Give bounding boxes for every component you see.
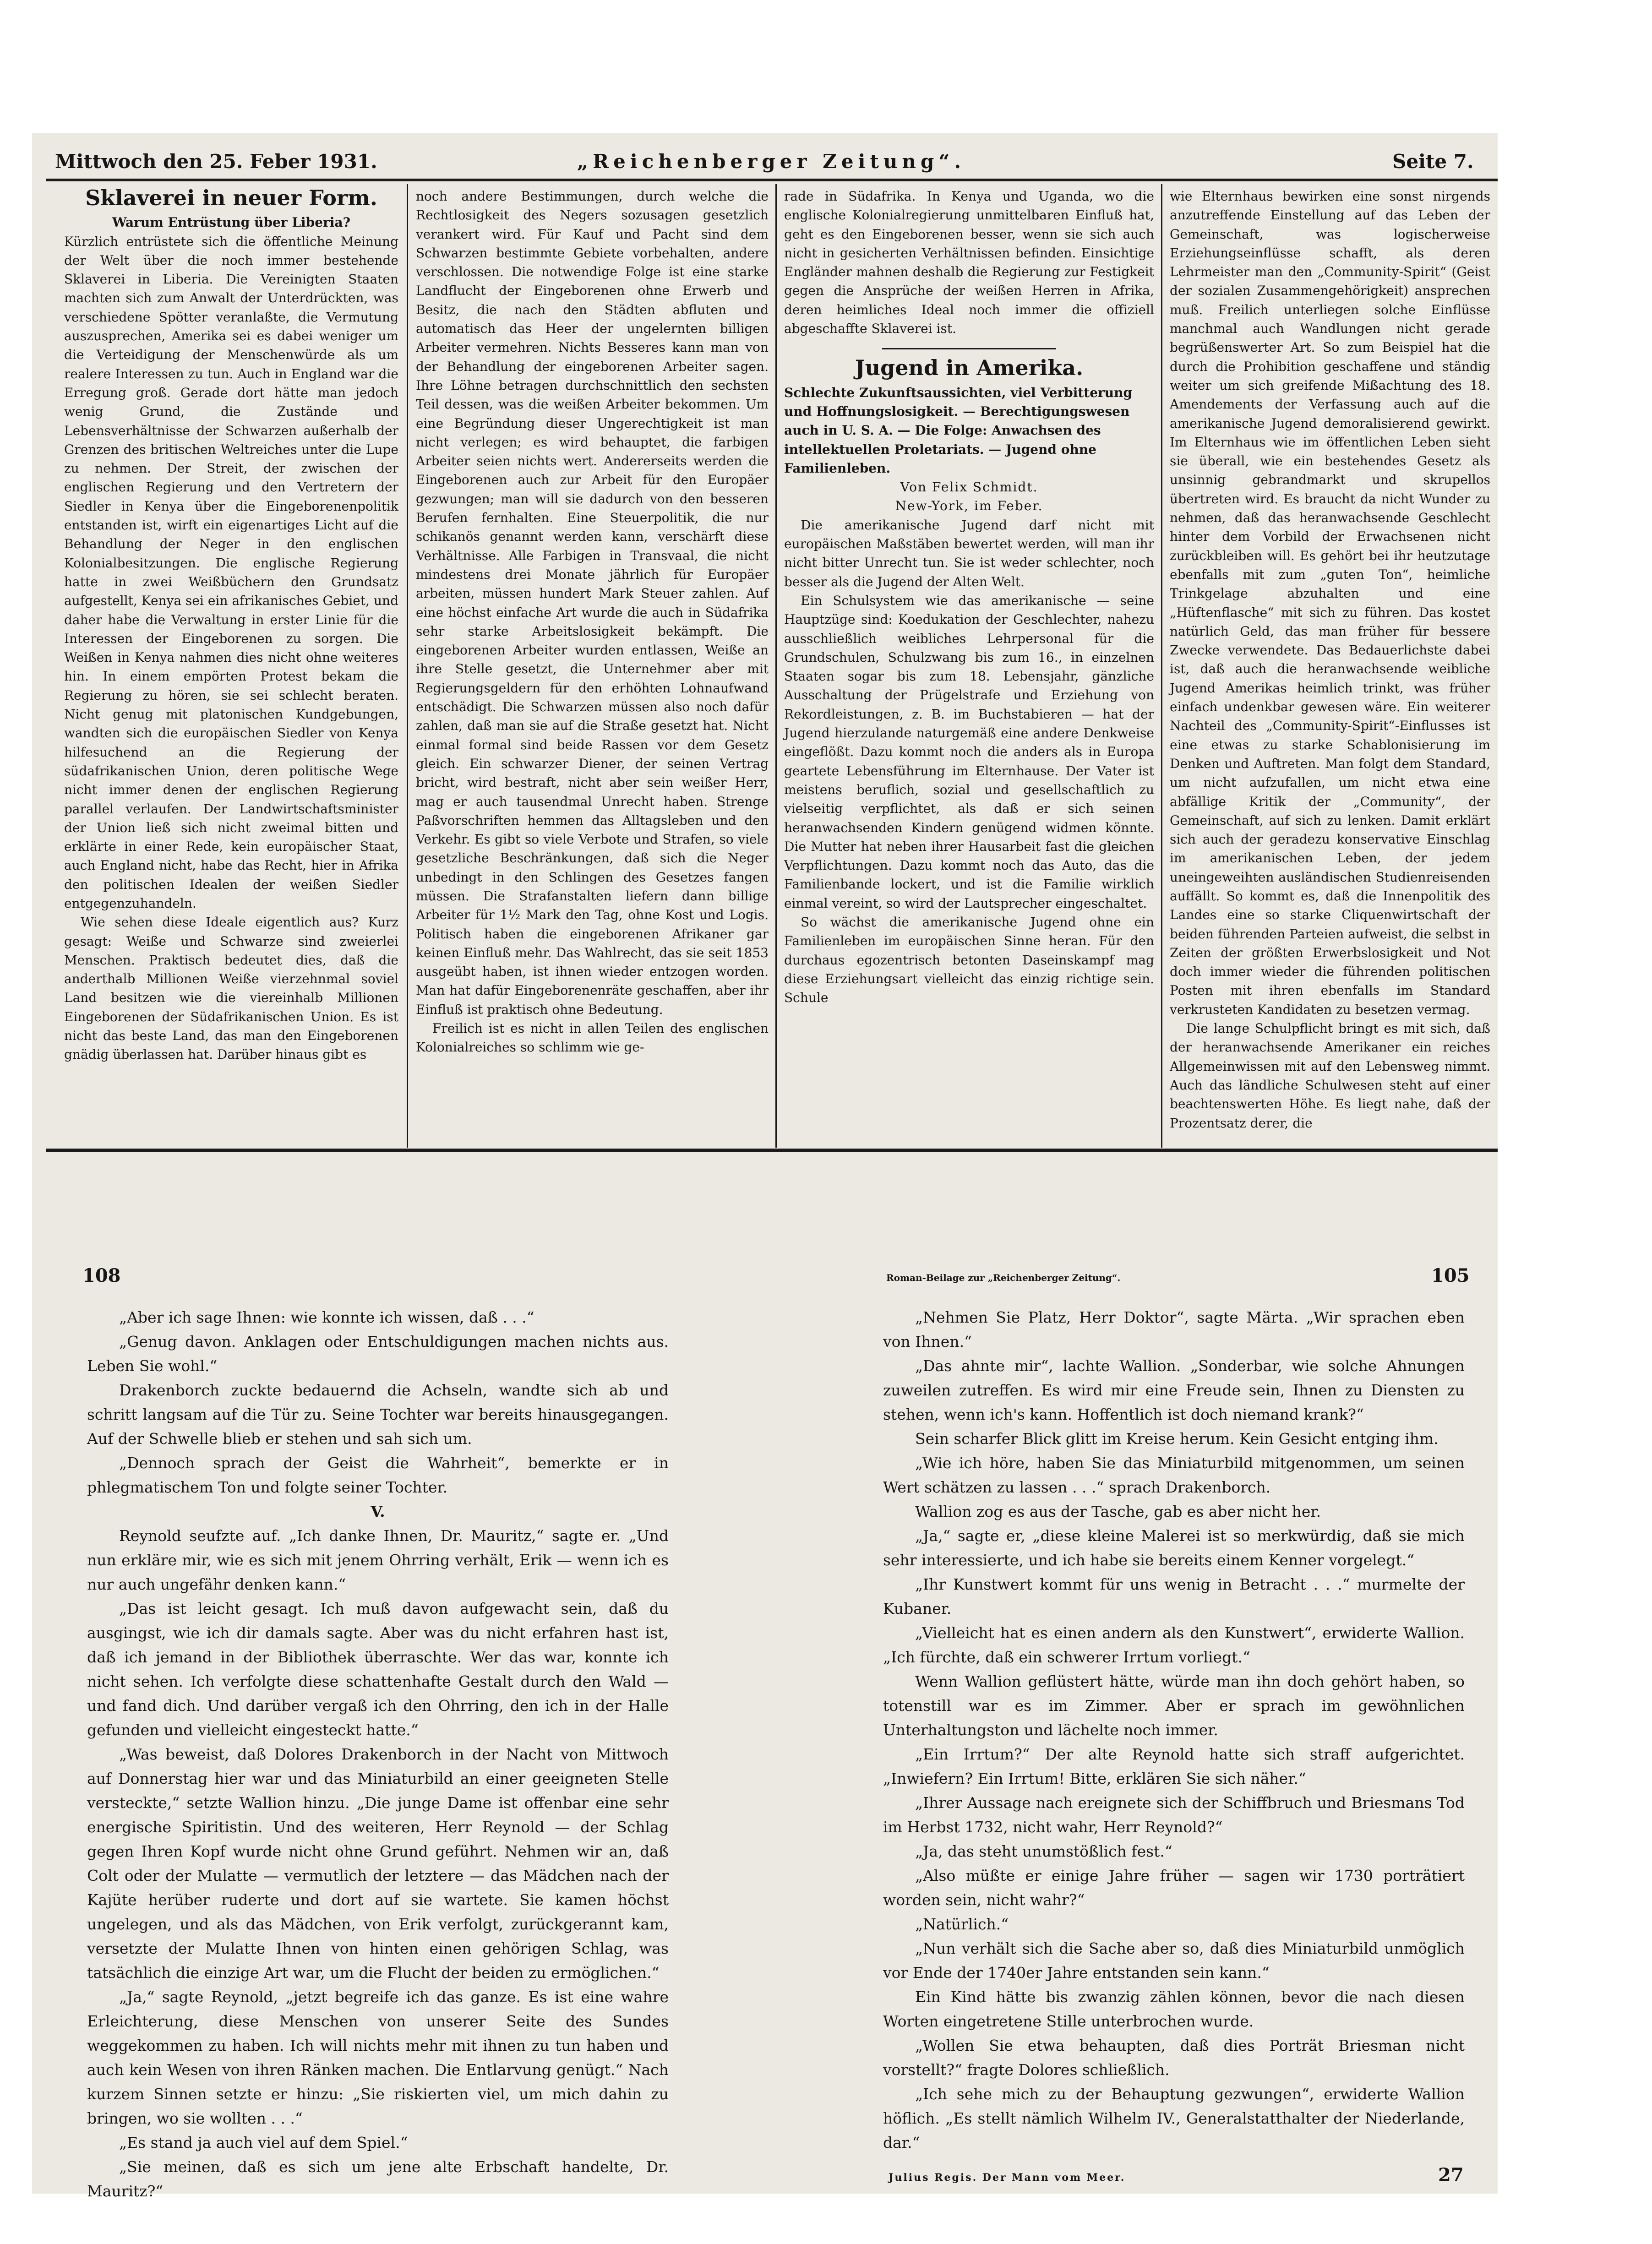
- article-2-author: Von Felix Schmidt.: [900, 479, 1038, 495]
- novel-right-page: [883, 1305, 1465, 2203]
- article-2-title: Jugend in Amerika.: [855, 355, 1084, 381]
- header-paper-title: „Reichenberger Zeitung“.: [577, 150, 966, 173]
- column-divider: [407, 184, 408, 1148]
- novel-left-page-number: 108: [82, 1265, 121, 1286]
- article-paragraph: Kürzlich entrüstete sich die öffentliche Meinung der Welt über die noch immer bestehende Sklaverei in Liberia. Die Vereinigten Staaten machten sich zum Anwalt der Unterdrückten, was verschiedene Spötter veranlaßte, die Vermutung auszusprechen, Amerika sei es dabei weniger um die Verteidigung der Menschenwürde als um realere Interessen zu tun. Auch in England war die Erregung groß. Gerade dort hätte man jedoch wenig Grund, die Zustände und Lebensverhältnisse der Schwarzen außerhalb der Grenzen des britischen Weltreiches unter die Lupe zu nehmen. Der Streit, der zwischen der englischen Regierung und den Vertretern der Siedler in Kenya über die Eingeborenenpolitik entstanden ist, wirft ein eigenartiges Licht auf die Behandlung der Neger in den englischen Kolonialbesitzungen. Die englische Regierung hatte in zwei Weißbüchern den Grundsatz aufgestellt, Kenya sei ein afrikanisches Gebiet, und daher habe die Verwaltung in erster Linie für die Interessen der Eingeborenen zu sorgen. Die Weißen in Kenya nahmen dies nicht ohne weiteres hin. In einem empörten Protest bekam die Regierung zu hören, sie sei schlecht beraten. Nicht genug mit platonischen Kundgebungen, wandten sich die europäischen Siedler von Kenya hilfesuchend an die Regierung der südafrikanischen Union, deren politische Wege nicht immer denen der englischen Regierung parallel verlaufen. Der Landwirtschaftsminister der Union ließ sich nicht zweimal bitten und erklärte in einer Rede, kein europäischer Staat, auch England nicht, habe das Recht, hier in Afrika den politischen Idealen der weißen Siedler entgegenzuhandeln.: [64, 234, 398, 911]
- article-paragraph: Freilich ist es nicht in allen Teilen des englischen Kolonialreiches so schlimm wie ge-: [416, 1021, 769, 1055]
- novel-paragraph: „Was beweist, daß Dolores Drakenborch in der Nacht von Mittwoch auf Donnerstag hier war und das Miniaturbild an einer geeigneten Stelle versteckte,“ setzte Wallion hinzu. „Die junge Dame ist offenbar eine sehr energische Spiritistin. Und des weiteren, Herr Reynold — der Schlag gegen Ihren Kopf wurde nicht ohne Grund geführt. Nehmen wir an, daß Colt oder der Mulatte — vermutlich der letztere — das Mädchen nach der Kajüte herüber ruderte und dort auf sie wartete. Sie kamen höchst ungelegen, und als das Mädchen, von Erik verfolgt, zurückgerannt kam, versetzte der Mulatte Ihnen von hinten einen gehörigen Schlag, was tatsächlich die einzige Art war, um die Flucht der beiden zu ermöglichen.“: [87, 1745, 669, 1982]
- novel-paragraph: „Ja,“ sagte er, „diese kleine Malerei ist so merkwürdig, daß sie mich sehr interessierte, und ich habe sie bereits einem Kenner vorgelegt.“: [883, 1527, 1465, 1569]
- novel-paragraph: „Vielleicht hat es einen andern als den Kunstwert“, erwiderte Wallion. „Ich fürchte, daß ein schwerer Irrtum vorliegt.“: [883, 1624, 1465, 1666]
- novel-paragraph: „Es stand ja auch viel auf dem Spiel.“: [119, 2134, 408, 2151]
- novel-paragraph: Wenn Wallion geflüstert hätte, würde man ihn doch gehört haben, so totenstill war es im Zimmer. Aber er sprach im gewöhnlichen Unterhaltungston und lächelte noch immer.: [883, 1672, 1465, 1739]
- article-paragraph: So wächst die amerikanische Jugend ohne ein Familienleben im europäischen Sinne heran. Für den durchaus egozentrisch betonten Daseinskampf mag diese Erziehungsart vielleicht das einzig richtige sein. Schule: [784, 914, 1154, 1006]
- novel-paragraph: „Also müßte er einige Jahre früher — sagen wir 1730 porträtiert worden sein, nicht wahr?“: [883, 1867, 1465, 1909]
- novel-right-page-number: 105: [1431, 1265, 1470, 1286]
- novel-right-header: Roman-Beilage zur „Reichenberger Zeitung“.: [886, 1272, 1121, 1283]
- article-paragraph: Die lange Schulpflicht bringt es mit sich, daß der heranwachsende Amerikaner ein reiches Allgemeinwissen mit auf den Lebensweg nimmt. Auch das ländliche Schulwesen steht auf einer beachtenswerten Höhe. Es liegt nahe, daß der Prozentsatz derer, die: [1170, 1021, 1490, 1131]
- novel-paragraph: „Dennoch sprach der Geist die Wahrheit“, bemerkte er in phlegmatischem Ton und folgte seiner Tochter.: [87, 1454, 669, 1496]
- novel-paragraph: Reynold seufzte auf. „Ich danke Ihnen, Dr. Mauritz,“ sagte er. „Und nun erkläre mir, wie es sich mit jenem Ohrring verhält, Erik — wenn ich es nur auch ungefähr denken kann.“: [87, 1527, 669, 1593]
- novel-paragraph: „Das ahnte mir“, lachte Wallion. „Sonderbar, wie solche Ahnungen zuweilen zutreffen. Es wird mir eine Freude sein, Ihnen zu Diensten zu stehen, wenn ich's kann. Hoffentlich ist doch niemand krank?“: [883, 1357, 1465, 1423]
- novel-paragraph: „Wie ich höre, haben Sie das Miniaturbild mitgenommen, um seinen Wert schätzen zu lassen . . .“ sprach Drakenborch.: [883, 1454, 1465, 1496]
- novel-paragraph: „Ich sehe mich zu der Behauptung gezwungen“, erwiderte Wallion höflich. „Es stellt nämlich Wilhelm IV., Generalstatthalter der Niederlande, dar.“: [883, 2085, 1465, 2151]
- article-2-col-4: [1170, 187, 1490, 1144]
- header-date: Mittwoch den 25. Feber 1931.: [55, 150, 377, 173]
- newspaper-bottom-rule: [46, 1149, 1498, 1152]
- novel-paragraph: „Nun verhält sich die Sache aber so, daß dies Miniaturbild unmöglich vor Ende der 1740er Jahre entstanden sein kann.“: [883, 1939, 1465, 1982]
- novel-paragraph: „Wollen Sie etwa behaupten, daß dies Porträt Briesman nicht vorstellt?“ fragte Dolores schließlich.: [883, 2037, 1465, 2079]
- article-paragraph: Wie sehen diese Ideale eigentlich aus? Kurz gesagt: Weiße und Schwarze sind zweierlei Menschen. Praktisch bedeutet dies, daß die anderthalb Millionen Weiße vierzehnmal soviel Land besitzen wie die viereinhalb Millionen Eingeborenen der Südafrikanischen Union. Es ist nicht das beste Land, das man den Eingeborenen gnädig überlassen hat. Darüber hinaus gibt es: [64, 915, 398, 1062]
- article-1-col-2: [416, 187, 769, 1144]
- article-1-subtitle: Warum Entrüstung über Liberia?: [112, 215, 351, 230]
- novel-left-page: [87, 1305, 669, 2200]
- novel-paragraph: Wallion zog es aus der Tasche, gab es aber nicht her.: [915, 1503, 1321, 1520]
- novel-footer-text: Julius Regis. Der Mann vom Meer.: [889, 2172, 1126, 2184]
- novel-paragraph: „Ja,“ sagte Reynold, „jetzt begreife ich das ganze. Es ist eine wahre Erleichterung, diese Menschen von unserer Seite des Sundes weggekommen zu haben. Ich will nichts mehr mit ihnen zu tun haben und auch kein Wesen von ihren Ränken machen. Die Entlarvung genügt.“ Nach kurzem Sinnen setzte er hinzu: „Sie riskierten viel, um mich dahin zu bringen, wo sie wollten . . .“: [87, 1988, 669, 2127]
- novel-section-number: V.: [371, 1503, 385, 1520]
- article-1-col-1: [64, 187, 398, 1144]
- novel-paragraph: „Nehmen Sie Platz, Herr Doktor“, sagte Märta. „Wir sprachen eben von Ihnen.“: [883, 1308, 1465, 1351]
- novel-footer-number: 27: [1438, 2164, 1464, 2186]
- scanned-page: [32, 133, 1498, 2200]
- novel-paragraph: Sein scharfer Blick glitt im Kreise herum. Kein Gesicht entging ihm.: [915, 1430, 1439, 1448]
- article-paragraph: Ein Schulsystem wie das amerikanische — seine Hauptzüge sind: Koedukation der Geschlechter, nahezu ausschließlich weibliches Lehrpersonal für die Grundschulen, Schulzwang bis zum 16., in einzelnen Staaten sogar bis zum 18. Lebensjahr, gänzliche Ausschaltung der Prügelstrafe und Erziehung von Rekordleistungen, z. B. im Buchstabieren — hat der Jugend hierzulande naturgemäß eine andere Denkweise eingeflößt. Dazu kommt noch die anders als in Europa geartete Lebensführung im Elternhause. Der Vater ist meistens beruflich, sozial und gesellschaftlich zu vielseitig verpflichtet, als daß er sich seinen heranwachsenden Kindern genügend widmen könnte. Die Mutter hat neben ihrer Hausarbeit fast die gleichen Verpflichtungen. Dazu kommt noch das Auto, das die Familienbande lockert, und ist die Familie wirklich einmal vereint, so wird der Lautsprecher eingeschaltet.: [784, 593, 1154, 911]
- novel-paragraph: „Ihrer Aussage nach ereignete sich der Schiffbruch und Briesmans Tod im Herbst 1732, nicht wahr, Herr Reynold?“: [883, 1794, 1465, 1836]
- novel-paragraph: Drakenborch zuckte bedauernd die Achseln, wandte sich ab und schritt langsam auf die Tür zu. Seine Tochter war bereits hinausgegangen. Auf der Schwelle blieb er stehen und sah sich um.: [87, 1381, 669, 1448]
- header-rule: [46, 179, 1498, 181]
- novel-paragraph: „Genug davon. Anklagen oder Entschuldigungen machen nichts aus. Leben Sie wohl.“: [87, 1333, 669, 1375]
- article-separator: [882, 348, 1056, 349]
- article-1-title: Sklaverei in neuer Form.: [85, 185, 377, 210]
- article-paragraph: Die amerikanische Jugend darf nicht mit europäischen Maßstäben bewertet werden, will man ihr nicht bitter Unrecht tun. Sie ist weder schlechter, noch besser als die Jugend der Alten Welt.: [784, 517, 1154, 589]
- column-divider: [775, 184, 777, 1148]
- column-divider: [1161, 184, 1162, 1148]
- article-2-dateline: New-York, im Feber.: [895, 498, 1043, 514]
- novel-paragraph: „Natürlich.“: [915, 1915, 1009, 1933]
- novel-paragraph: „Das ist leicht gesagt. Ich muß davon aufgewacht sein, daß du ausgingst, wie ich dir damals sagte. Aber was du nicht erfahren hast ist, daß ich jemand in der Bibliothek überraschte. Wer das war, konnte ich nicht sehen. Ich verfolgte diese schattenhafte Gestalt durch den Wald — und fand dich. Und darüber vergaß ich den Ohrring, den ich in der Halle gefunden und vielleicht eingesteckt hatte.“: [87, 1600, 669, 1739]
- article-paragraph: wie Elternhaus bewirken eine sonst nirgends anzutreffende Einstellung auf das Leben der Gemeinschaft, was logischerweise Erziehungseinflüsse schafft, als deren Lehrmeister man den „Community-Spirit“ (Geist der sozialen Zusammengehörigkeit) ansprechen muß. Freilich unterliegen solche Einflüsse manchmal auch Wandlungen nicht gerade begrüßenswerter Art. So zum Beispiel hat die durch die Prohibition geschaffene und ständig weiter um sich greifende Mißachtung des 18. Amendements der Verfassung auch auf die amerikanische Jugend demoralisierend gewirkt. Im Elternhaus wie im öffentlichen Leben sieht sie überall, wie ein bestehendes Gesetz als unsinnig gebrandmarkt und skrupellos übertreten wird. Es braucht da nicht Wunder zu nehmen, daß das heranwachsende Geschlecht hinter dem Vorbild der Erwachsenen nicht zurückbleiben will. Es gehört bei ihr heutzutage ebenfalls mit zum „guten Ton“, heimliche Trinkgelage abzuhalten und eine „Hüftenflasche“ mit sich zu führen. Das kostet natürlich Geld, das man früher für bessere Zwecke verwendete. Das Bedauerlichste dabei ist, daß auch die heranwachsende weibliche Jugend Amerikas heimlich trinkt, was früher einfach undenkbar gewesen wäre. Ein weiterer Nachteil des „Community-Spirit“-Einflusses ist eine etwas zu starke Schablonisierung im Denken und Auftreten. Man folgt dem Standard, um nicht aufzufallen, um nicht etwa eine abfällige Kritik der „Community“, der Gemeinschaft, auf sich zu lenken. Damit erklärt sich auch der geradezu konservative Einschlag im amerikanischen Leben, der jedem uneingeweihten ausländischen Studienreisenden auffällt. So kommt es, daß die Innenpolitik des Landes eine so starke Cliquenwirtschaft der beiden führenden Parteien aufweist, die selbst in Zeiten der größten Erwerbslosigkeit und Not doch immer wieder die führenden politischen Posten mit ihren ebenfalls im Standard verkrusteten Kandidaten zu besetzen vermag.: [1170, 189, 1490, 1017]
- article-col-3: [784, 187, 1154, 1144]
- header-page-number: Seite 7.: [1392, 150, 1474, 173]
- novel-paragraph: „Ein Irrtum?“ Der alte Reynold hatte sich straff aufgerichtet. „Inwiefern? Ein Irrtum! Bitte, erklären Sie sich näher.“: [883, 1745, 1465, 1787]
- novel-paragraph: „Ihr Kunstwert kommt für uns wenig in Betracht . . .“ murmelte der Kubaner.: [883, 1575, 1465, 1618]
- novel-paragraph: „Aber ich sage Ihnen: wie konnte ich wissen, daß . . .“: [119, 1308, 534, 1326]
- novel-paragraph: „Sie meinen, daß es sich um jene alte Erbschaft handelte, Dr. Mauritz?“: [87, 2158, 669, 2200]
- novel-paragraph: Ein Kind hätte bis zwanzig zählen können, bevor die nach diesen Worten eingetretene Stille unterbrochen wurde.: [883, 1988, 1465, 2030]
- article-paragraph: rade in Südafrika. In Kenya und Uganda, wo die englische Kolonialregierung unmittelbaren Einfluß hat, geht es den Eingeborenen besser, wenn sie sich auch nicht in gesicherten Verhältnissen befinden. Einsichtige Engländer mahnen deshalb die Regierung zur Festigkeit gegen die Ansprüche der weißen Herren in Afrika, deren heimliches Ideal noch immer die offiziell abgeschaffte Sklaverei ist.: [784, 189, 1154, 337]
- article-paragraph: noch andere Bestimmungen, durch welche die Rechtlosigkeit des Negers sozusagen gesetzlich verankert wird. Für Kauf und Pacht sind dem Schwarzen bestimmte Gebiete vorbehalten, andere verschlossen. Die notwendige Folge ist eine starke Landflucht der Eingeborenen ohne Erwerb und Besitz, die nach den Städten abfluten und automatisch das Heer der ungelernten billigen Arbeiter vermehren. Nichts Besseres kann man von der Behandlung der eingeborenen Arbeiter sagen. Ihre Löhne betragen durchschnittlich den sechsten Teil dessen, was die weißen Arbeiter bekommen. Um eine Begründung dieser Ungerechtigkeit ist man nicht verlegen; es wird behauptet, die farbigen Arbeiter seien nichts wert. Andererseits werden die Eingeborenen auch zur Arbeit für den Europäer gezwungen; man will sie dadurch von den besseren Berufen fernhalten. Eine Steuerpolitik, die nur schikanös genannt werden kann, verschärft diese Verhältnisse. Alle Farbigen in Transvaal, die nicht mindestens drei Monate jährlich für Europäer arbeiten, müssen hundert Mark Steuer zahlen. Auf eine höchst einfache Art wurde die auch in Südafrika sehr starke Arbeitslosigkeit bekämpft. Die eingeborenen Arbeiter wurden entlassen, Weiße an ihre Stelle gesetzt, die Unternehmer aber mit Regierungsgeldern für den erhöhten Lohnaufwand entschädigt. Die Schwarzen müssen also noch dafür zahlen, daß man sie auf die Straße gesetzt hat. Nicht einmal formal sind beide Rassen vor dem Gesetz gleich. Ein schwarzer Diener, der seinen Vertrag bricht, wird bestraft, nicht aber sein weißer Herr, mag er auch tausendmal Unrecht haben. Strenge Paßvorschriften hemmen das Alltagsleben und den Verkehr. Es gibt so viele Verbote und Strafen, so viele gesetzliche Beschränkungen, daß sich die Neger unbedingt in den Schlingen des Gesetzes fangen müssen. Die Strafanstalten liefern dann billige Arbeiter für 1½ Mark den Tag, ohne Kost und Logis. Politisch haben die eingeborenen Afrikaner gar keinen Einfluß mehr. Das Wahlrecht, das sie seit 1853 ausgeübt haben, ist ihnen wieder entzogen worden. Man hat dafür Eingeborenenräte geschaffen, aber ihr Einfluß ist praktisch ohne Bedeutung.: [416, 189, 769, 1017]
- novel-paragraph: „Ja, das steht unumstößlich fest.“: [915, 1842, 1172, 1860]
- article-2-subtitle: Schlechte Zukunftsaussichten, viel Verbitterung und Hoffnungslosigkeit. — Berechtigungswesen auch in U. S. A. — Die Folge: Anwachsen des intellektuellen Proletariats. — Jugend ohne Familienleben.: [784, 385, 1133, 476]
